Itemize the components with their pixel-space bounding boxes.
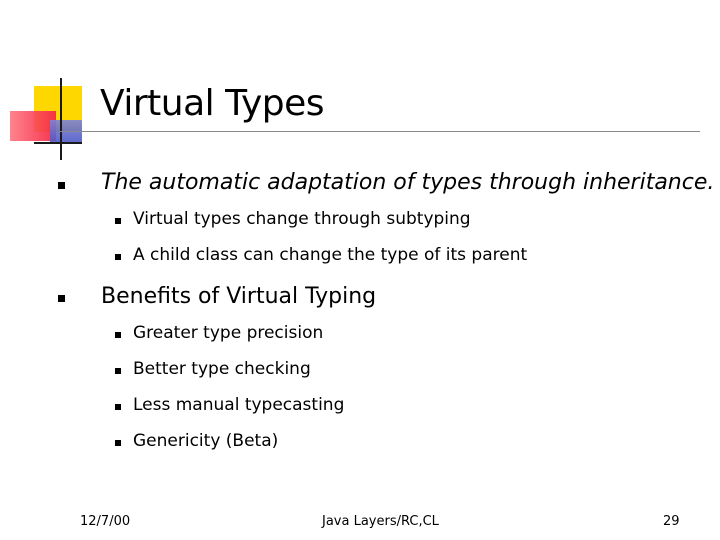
bullet-text: The automatic adaptation of types through inheritance.: [101, 170, 715, 195]
sub-bullet-square: [115, 404, 121, 410]
sub-bullet-text: Virtual types change through subtyping: [133, 209, 471, 229]
sub-bullet-square: [115, 218, 121, 224]
title-underline: [60, 131, 700, 132]
footer-center: Java Layers/RC,CL: [322, 514, 439, 529]
footer-date: 12/7/00: [80, 514, 131, 529]
sub-bullet-square: [115, 368, 121, 374]
logo-vertical-line: [60, 78, 62, 160]
slide-title: Virtual Types: [100, 83, 325, 124]
sub-bullet-text: Better type checking: [133, 359, 311, 379]
bullet-square: [58, 295, 65, 302]
logo-horizontal-line: [34, 142, 82, 144]
sub-bullet-text: A child class can change the type of its parent: [133, 245, 528, 265]
page-number: 29: [663, 514, 680, 529]
sub-bullet-text: Less manual typecasting: [133, 395, 345, 415]
sub-bullet-text: Genericity (Beta): [133, 431, 279, 451]
sub-bullet-square: [115, 254, 121, 260]
bullet-text: Benefits of Virtual Typing: [101, 284, 377, 309]
sub-bullet-square: [115, 440, 121, 446]
sub-bullet-text: Greater type precision: [133, 323, 324, 343]
bullet-square: [58, 182, 65, 189]
sub-bullet-square: [115, 332, 121, 338]
logo-blue-square: [50, 120, 82, 144]
